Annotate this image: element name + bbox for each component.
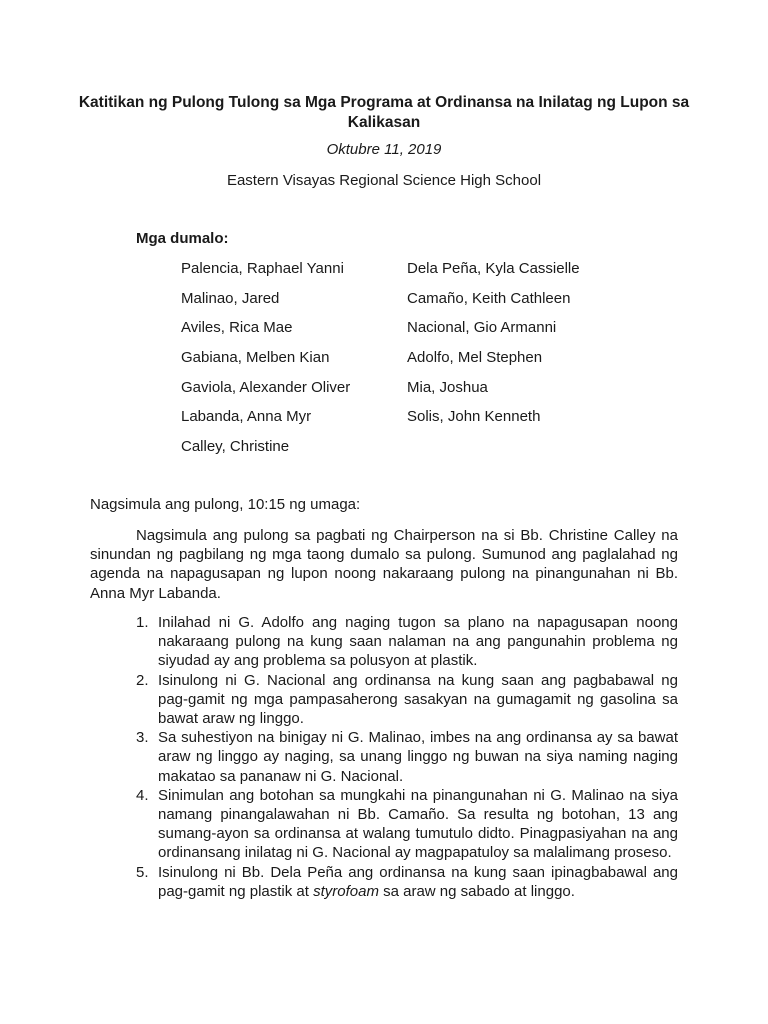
item-text: Isinulong ni G. Nacional ang ordinansa na kung saan ang pagbabawal ng pag-gamit ng mga pampasaherong sasakyan na gumagamit ng gasolina sa bawat araw ng linggo.	[158, 671, 678, 728]
item-text-emphasis: styrofoam	[313, 882, 379, 900]
item-number: 5.	[136, 863, 149, 881]
attendee-name: Nacional, Gio Armanni	[407, 319, 557, 337]
list-item	[136, 613, 678, 671]
item-number: 3.	[136, 729, 149, 747]
intro-paragraph: Nagsimula ang pulong sa pagbati ng Chairperson na si Bb. Christine Calley na sinundan ng pagbilang ng mga taong dumalo sa pulong. Sumunod ang paglalahad ng agenda na napagusapan ng lupon noong nakaraang pulong na pinangunahan ni Bb. Anna Myr Labanda.	[90, 527, 678, 602]
attendees-left-column	[181, 260, 350, 468]
list-item	[136, 728, 678, 786]
list-item	[136, 863, 678, 901]
attendee-name: Adolfo, Mel Stephen	[407, 349, 543, 367]
meeting-date: Oktubre 11, 2019	[326, 141, 442, 158]
item-text-before: Isinulong ni Bb. Dela Peña ang ordinansa na kung saan ipinagbabawal ang pag-gamit ng plastik at	[158, 863, 678, 900]
item-text: Inilahad ni G. Adolfo ang naging tugon sa plano na napagusapan noong nakaraang pulong na kung saan nalaman na ang pangunahin problema ng siyudad ay ang problema sa polusyon at plastik.	[158, 614, 678, 670]
document-title: Katitikan ng Pulong Tulong sa Mga Programa at Ordinansa na Inilatag ng Lupon sa Kalikasan	[78, 94, 690, 131]
attendees-right-column	[407, 260, 580, 438]
attendee-name: Mia, Joshua	[407, 378, 488, 396]
attendee-name: Gabiana, Melben Kian	[181, 349, 330, 367]
attendee-name: Malinao, Jared	[181, 289, 280, 307]
attendee-name: Camaño, Keith Cathleen	[407, 289, 571, 307]
item-text: Sinimulan ang botohan sa mungkahi na pinangunahan ni G. Malinao na siya namang pinangalawahan ni Bb. Camaño. Sa resulta ng botohan, 13 ang sumang-ayon sa ordinansa at walang tumutulo didto. Pinagpasiyahan na ang ordinansang inilatag ni G. Nacional ay magpapatuloy sa malalimang proseso.	[158, 786, 678, 862]
list-item	[136, 671, 678, 729]
item-number: 1.	[136, 614, 149, 631]
minutes-list	[136, 613, 678, 901]
attendee-name: Labanda, Anna Myr	[181, 408, 312, 426]
attendee-name: Aviles, Rica Mae	[181, 319, 293, 337]
attendee-name: Dela Peña, Kyla Cassielle	[407, 260, 580, 277]
item-text: Sa suhestiyon na binigay ni G. Malinao, imbes na ang ordinansa ay sa bawat araw ng linggo ay naging, sa unang linggo ng buwan na siya naming naging makatao sa pananaw ni G. Nacional.	[158, 729, 678, 785]
item-number: 4.	[136, 786, 149, 804]
attendee-name: Calley, Christine	[181, 438, 290, 456]
attendee-name: Gaviola, Alexander Oliver	[181, 378, 351, 396]
meeting-venue: Eastern Visayas Regional Science High School	[226, 172, 542, 189]
attendees-heading: Mga dumalo:	[136, 230, 229, 247]
attendee-name: Solis, John Kenneth	[407, 408, 541, 426]
list-item	[136, 786, 678, 863]
item-text-after: sa araw ng sabado at linggo.	[378, 882, 575, 900]
meeting-start-line: Nagsimula ang pulong, 10:15 ng umaga:	[90, 496, 361, 513]
item-number: 2.	[136, 671, 149, 689]
attendee-name: Palencia, Raphael Yanni	[181, 260, 344, 277]
